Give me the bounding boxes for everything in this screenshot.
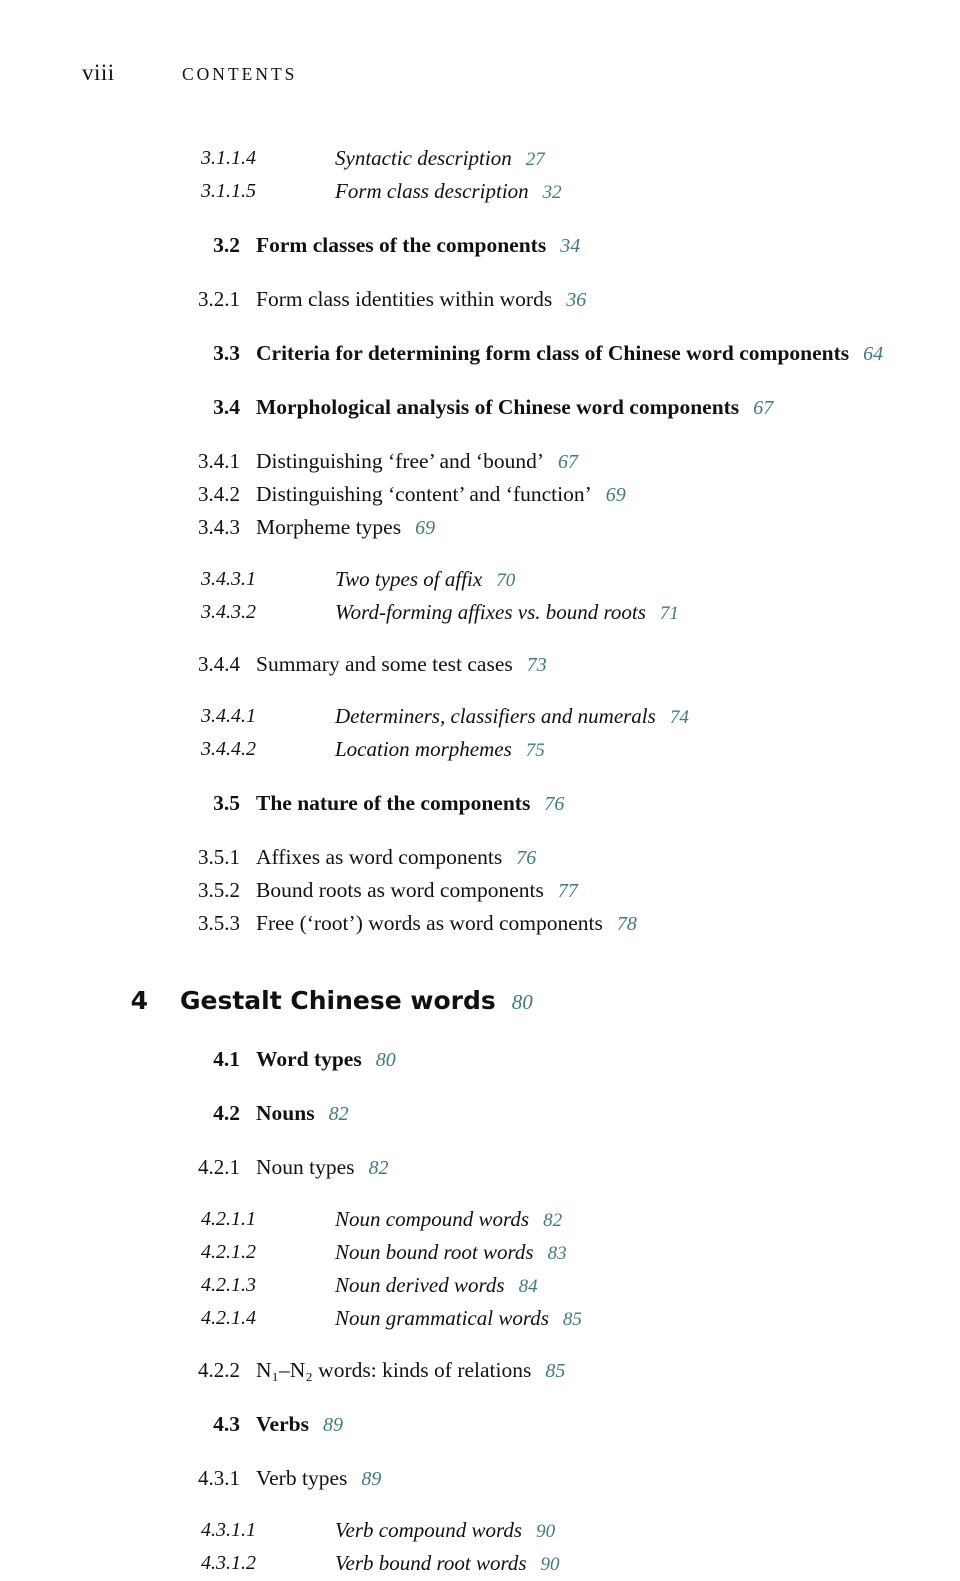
toc-entry[interactable] bbox=[0, 1463, 960, 1495]
toc-entry-number: 3.5.2 bbox=[198, 878, 240, 902]
toc-entry[interactable] bbox=[0, 1270, 960, 1302]
toc-entry-body bbox=[335, 1207, 562, 1231]
toc-entry-page-number: 89 bbox=[322, 1414, 343, 1436]
toc-entry-title: Gestalt Chinese words bbox=[180, 986, 496, 1015]
toc-entry-number: 3.1.1.5 bbox=[201, 180, 256, 202]
toc-entry-page-number: 85 bbox=[545, 1360, 566, 1382]
toc-entry-title: Determiners, classifiers and numerals bbox=[335, 704, 656, 728]
toc-entry[interactable] bbox=[0, 230, 960, 262]
toc-entry-page-number: 64 bbox=[863, 343, 884, 365]
toc-entry[interactable] bbox=[0, 1303, 960, 1335]
toc-entry-page-number: 83 bbox=[547, 1243, 567, 1264]
toc-entry-title: Verb compound words bbox=[335, 1518, 523, 1542]
toc-entry[interactable] bbox=[0, 512, 960, 544]
toc-entry[interactable] bbox=[0, 1152, 960, 1184]
toc-entry[interactable] bbox=[0, 338, 960, 370]
toc-entry-body bbox=[256, 341, 883, 365]
toc-entry-body bbox=[256, 1155, 389, 1179]
toc-entry-number: 4.3.1.2 bbox=[201, 1552, 256, 1574]
toc-entry-title: Distinguishing ‘content’ and ‘function’ bbox=[256, 482, 592, 506]
toc-entry-title: Location morphemes bbox=[335, 737, 512, 761]
toc-entry-title: Noun compound words bbox=[335, 1207, 530, 1231]
toc-entry-page-number: 69 bbox=[605, 484, 626, 506]
toc-entry-body bbox=[335, 1306, 582, 1330]
toc-entry-title: Distinguishing ‘free’ and ‘bound’ bbox=[256, 449, 544, 473]
toc-entry-number: 3.4.3.1 bbox=[201, 568, 256, 590]
toc-entry[interactable] bbox=[0, 479, 960, 511]
toc-entry-number: 4.2.2 bbox=[198, 1358, 240, 1382]
toc-entry[interactable] bbox=[0, 446, 960, 478]
running-head bbox=[0, 58, 960, 92]
toc-entry-body bbox=[256, 1101, 349, 1125]
toc-entry[interactable] bbox=[0, 1098, 960, 1130]
toc-entry-number: 4.2.1.2 bbox=[201, 1241, 256, 1263]
toc-entry-number: 4.2 bbox=[213, 1101, 240, 1125]
toc-entry[interactable] bbox=[0, 734, 960, 766]
toc-entry-number: 4.2.1.3 bbox=[201, 1274, 256, 1296]
toc-entry-number: 3.4.4 bbox=[198, 652, 240, 676]
table-of-contents-list bbox=[0, 142, 960, 1581]
toc-entry[interactable] bbox=[0, 908, 960, 940]
toc-entry-number: 3.5.3 bbox=[198, 911, 240, 935]
toc-entry-body bbox=[256, 845, 536, 869]
toc-entry-number: 3.4.3.2 bbox=[201, 601, 256, 623]
toc-entry-body bbox=[256, 515, 435, 539]
toc-entry-number: 4.3 bbox=[213, 1412, 240, 1436]
toc-entry-number: 4.2.1.4 bbox=[201, 1307, 256, 1329]
toc-entry-page-number: 82 bbox=[328, 1103, 349, 1125]
toc-entry-page-number: 67 bbox=[753, 397, 774, 419]
toc-entry-number: 4 bbox=[130, 986, 148, 1015]
toc-entry-body bbox=[256, 1358, 565, 1382]
toc-entry-number: 3.2 bbox=[213, 233, 240, 257]
toc-entry-body bbox=[256, 287, 586, 311]
toc-entry-number: 4.2.1 bbox=[198, 1155, 240, 1179]
toc-entry-title: Bound roots as word components bbox=[256, 878, 544, 902]
toc-entry-body bbox=[256, 878, 578, 902]
toc-entry-number: 3.4.2 bbox=[198, 482, 240, 506]
toc-entry[interactable] bbox=[0, 649, 960, 681]
toc-entry[interactable] bbox=[0, 1515, 960, 1547]
toc-entry-number: 3.4 bbox=[213, 395, 240, 419]
toc-entry-body bbox=[256, 395, 773, 419]
toc-entry[interactable] bbox=[0, 176, 960, 208]
toc-entry-title: N₁–N₂ words: kinds of relations bbox=[256, 1358, 532, 1382]
toc-entry-title: Noun bound root words bbox=[335, 1240, 534, 1264]
toc-entry-body bbox=[335, 600, 679, 624]
toc-entry-title: Verb bound root words bbox=[335, 1551, 527, 1575]
toc-entry[interactable] bbox=[0, 1204, 960, 1236]
toc-entry-number: 3.4.1 bbox=[198, 449, 240, 473]
toc-entry-title: Criteria for determining form class of Chinese word components bbox=[256, 341, 850, 365]
toc-entry-title: Morpheme types bbox=[256, 515, 402, 539]
toc-entry-body bbox=[335, 146, 545, 170]
toc-entry-title: Noun grammatical words bbox=[335, 1306, 549, 1330]
toc-entry-page-number: 32 bbox=[542, 182, 562, 203]
running-head-title: CONTENTS bbox=[182, 64, 298, 84]
toc-entry-body bbox=[256, 652, 547, 676]
toc-entry[interactable] bbox=[0, 1044, 960, 1076]
toc-entry-body bbox=[256, 1047, 396, 1071]
toc-entry-title: Affixes as word components bbox=[256, 845, 503, 869]
toc-entry-page-number: 67 bbox=[558, 451, 578, 473]
toc-entry-title: Form class description bbox=[335, 179, 529, 203]
toc-entry[interactable] bbox=[0, 1355, 960, 1387]
toc-entry-title: Two types of affix bbox=[335, 567, 483, 591]
toc-entry[interactable] bbox=[0, 392, 960, 424]
toc-entry-number: 3.1.1.4 bbox=[201, 147, 256, 169]
toc-entry-page-number: 74 bbox=[669, 707, 689, 728]
toc-entry-title: Morphological analysis of Chinese word components bbox=[256, 395, 740, 419]
toc-entry-number: 4.3.1.1 bbox=[201, 1519, 256, 1541]
toc-entry-body bbox=[335, 1551, 560, 1575]
toc-entry[interactable] bbox=[0, 597, 960, 629]
toc-entry-title: Syntactic description bbox=[335, 146, 512, 170]
toc-entry-page-number: 73 bbox=[526, 654, 547, 676]
toc-entry[interactable] bbox=[0, 1409, 960, 1441]
toc-entry-page-number: 70 bbox=[496, 570, 516, 591]
toc-entry-title: Nouns bbox=[256, 1101, 315, 1125]
toc-entry-page-number: 69 bbox=[415, 517, 436, 539]
toc-entry-body bbox=[335, 1273, 538, 1297]
toc-entry-body bbox=[335, 179, 562, 203]
toc-entry-page-number: 80 bbox=[375, 1049, 396, 1071]
toc-entry-body bbox=[256, 482, 626, 506]
toc-entry-body bbox=[256, 1412, 343, 1436]
toc-entry-title: Noun types bbox=[256, 1155, 355, 1179]
toc-entry[interactable] bbox=[0, 284, 960, 316]
toc-entry-number: 3.4.3 bbox=[198, 515, 240, 539]
toc-entry-number: 3.5 bbox=[213, 791, 240, 815]
toc-entry-page-number: 75 bbox=[525, 740, 545, 761]
toc-entry-title: Form class identities within words bbox=[256, 287, 553, 311]
toc-entry-number: 3.3 bbox=[213, 341, 240, 365]
toc-entry-number: 3.2.1 bbox=[198, 287, 240, 311]
toc-entry-page-number: 36 bbox=[566, 289, 587, 311]
toc-entry-title: Word-forming affixes vs. bound roots bbox=[335, 600, 646, 624]
toc-entry-page-number: 82 bbox=[543, 1210, 563, 1231]
toc-entry-page-number: 76 bbox=[516, 847, 537, 869]
toc-entry-body bbox=[335, 567, 515, 591]
toc-entry-title: Summary and some test cases bbox=[256, 652, 513, 676]
toc-entry-body bbox=[335, 737, 545, 761]
toc-entry-title: Noun derived words bbox=[335, 1273, 505, 1297]
toc-entry[interactable] bbox=[0, 842, 960, 874]
toc-entry-page-number: 80 bbox=[511, 990, 533, 1014]
toc-entry-page-number: 82 bbox=[368, 1157, 389, 1179]
toc-entry-title: Free (‘root’) words as word components bbox=[256, 911, 603, 935]
toc-entry-number: 3.4.4.2 bbox=[201, 738, 256, 760]
toc-entry-page-number: 78 bbox=[616, 913, 637, 935]
toc-entry[interactable] bbox=[0, 564, 960, 596]
toc-entry[interactable] bbox=[0, 1237, 960, 1269]
toc-entry-page-number: 34 bbox=[560, 235, 581, 257]
toc-entry-body bbox=[256, 449, 578, 473]
toc-entry-number: 3.4.4.1 bbox=[201, 705, 256, 727]
toc-entry-number: 4.3.1 bbox=[198, 1466, 240, 1490]
toc-entry-page-number: 27 bbox=[525, 149, 545, 170]
toc-entry-title: Word types bbox=[256, 1047, 362, 1071]
toc-entry[interactable] bbox=[0, 788, 960, 820]
toc-entry-title: Form classes of the components bbox=[256, 233, 547, 257]
toc-entry-title: Verb types bbox=[256, 1466, 348, 1490]
toc-entry[interactable] bbox=[0, 1548, 960, 1580]
toc-entry-page-number: 85 bbox=[562, 1309, 582, 1330]
toc-entry[interactable] bbox=[0, 875, 960, 907]
toc-entry-body bbox=[335, 704, 689, 728]
page-folio: viii bbox=[82, 60, 115, 85]
toc-entry-body bbox=[256, 791, 564, 815]
toc-entry-title: Verbs bbox=[256, 1412, 309, 1436]
toc-entry-page-number: 90 bbox=[536, 1521, 556, 1542]
toc-entry-body bbox=[256, 911, 637, 935]
toc-entry-number: 4.1 bbox=[213, 1047, 240, 1071]
toc-entry[interactable] bbox=[0, 984, 960, 1022]
toc-entry-number: 4.2.1.1 bbox=[201, 1208, 256, 1230]
toc-entry-title: The nature of the components bbox=[256, 791, 531, 815]
toc-entry-page-number: 77 bbox=[557, 880, 578, 902]
toc-entry-body bbox=[335, 1518, 555, 1542]
toc-entry-page-number: 84 bbox=[518, 1276, 538, 1297]
toc-entry[interactable] bbox=[0, 143, 960, 175]
toc-entry-page-number: 89 bbox=[361, 1468, 382, 1490]
toc-entry-body bbox=[256, 233, 580, 257]
toc-entry-page-number: 76 bbox=[544, 793, 565, 815]
toc-entry-body bbox=[180, 986, 533, 1015]
toc-entry-page-number: 90 bbox=[540, 1554, 560, 1575]
toc-entry[interactable] bbox=[0, 701, 960, 733]
toc-entry-number: 3.5.1 bbox=[198, 845, 240, 869]
toc-entry-body bbox=[335, 1240, 567, 1264]
toc-entry-page-number: 71 bbox=[659, 603, 679, 624]
toc-entry-body bbox=[256, 1466, 381, 1490]
